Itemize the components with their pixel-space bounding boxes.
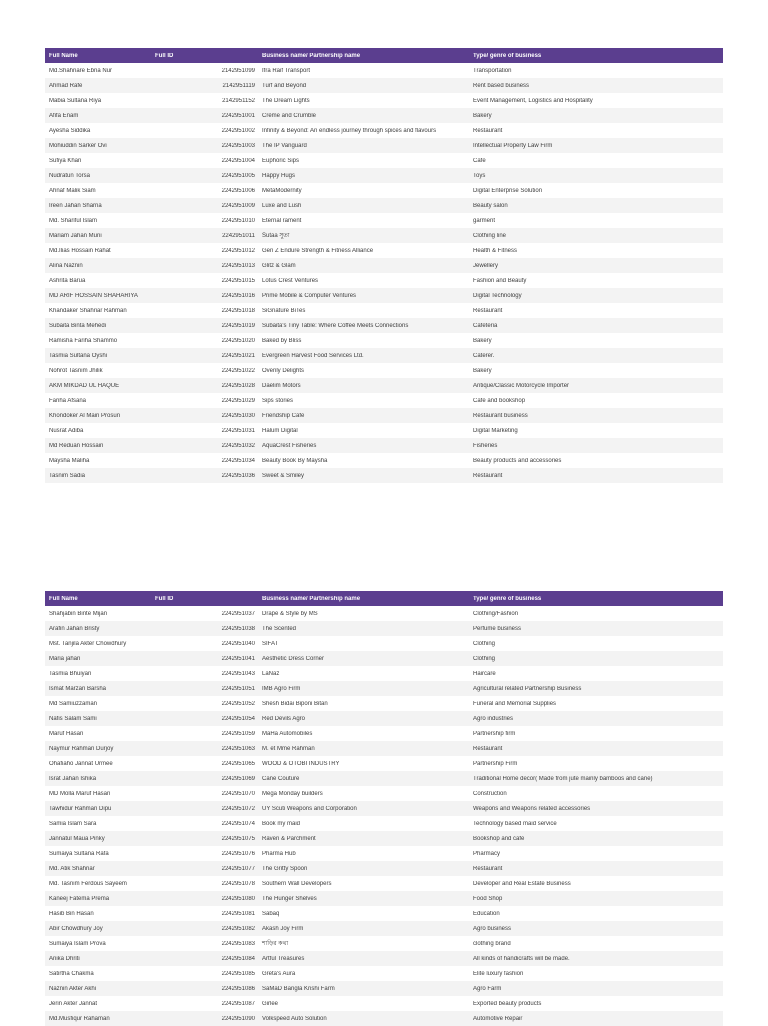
- cell-business-name: Sweet & Smiley: [262, 472, 305, 479]
- cell-full-id: 2242951020: [221, 337, 255, 344]
- cell-business-name: Lotus Crest Ventures: [262, 277, 319, 284]
- cell-full-name: Hasib Bin Hasan: [49, 910, 94, 917]
- cell-full-id: 2242951001: [221, 112, 255, 119]
- cell-business-name: Sips stories: [262, 397, 294, 404]
- cell-full-id: 2142951119: [222, 82, 255, 89]
- cell-full-name: Nusrat Adiba: [49, 427, 84, 434]
- table-header: [45, 591, 723, 606]
- cell-full-name: Ramisha Fariha Shammo: [49, 337, 118, 344]
- table-row: [45, 756, 723, 771]
- cell-business-type: Clothing: [473, 655, 496, 662]
- table-row: [45, 468, 723, 483]
- cell-full-name: Sufiya Khan: [49, 157, 82, 164]
- cell-full-name: Khondoker Al Main Prosun: [49, 412, 121, 419]
- cell-full-name: Mst. Tanjila Akter Chowdhury: [49, 640, 127, 647]
- cell-full-id: 2242951041: [221, 655, 255, 662]
- cell-business-type: Event Management, Logistics and Hospitality: [473, 97, 593, 104]
- cell-business-name: Cane Couture: [262, 775, 300, 782]
- cell-business-type: Caterer.: [473, 352, 495, 359]
- cell-business-name: The IP Vanguard: [262, 142, 307, 149]
- cell-business-name: Eternal rament: [262, 217, 302, 224]
- cell-business-name: AquaCrest Fisheries: [262, 442, 317, 449]
- table-row: [45, 696, 723, 711]
- table-body: [45, 63, 723, 483]
- table-row: [45, 378, 723, 393]
- cell-business-type: Health & Fitness: [473, 247, 518, 254]
- cell-business-type: Funeral and Memorial Supplies: [473, 700, 557, 707]
- table-row: [45, 711, 723, 726]
- cell-business-type: Beauty salon: [473, 202, 508, 209]
- cell-business-name: Luxe and Lush: [262, 202, 302, 209]
- cell-full-id: 2242951032: [221, 442, 255, 449]
- cell-business-type: Food Shop: [473, 895, 503, 902]
- cell-full-id: 2242951038: [221, 625, 255, 632]
- cell-business-type: Jewellery: [473, 262, 499, 269]
- cell-business-type: Restaurant: [473, 472, 503, 479]
- cell-business-name: Pharma Hub: [262, 850, 296, 857]
- cell-full-id: 2242951002: [221, 127, 255, 134]
- cell-full-name: Md. Shariful Islam: [49, 217, 98, 224]
- table-row: [45, 606, 723, 621]
- cell-business-type: Agro industries: [473, 715, 514, 722]
- cell-full-id: 2242951010: [221, 217, 255, 224]
- cell-full-name: Maysha Maliha: [49, 457, 90, 464]
- cell-business-name: Greta's Aura: [262, 970, 296, 977]
- cell-full-name: Md. Atik Shahriar: [49, 865, 95, 872]
- cell-full-name: Ahmad Rafe: [49, 82, 83, 89]
- cell-business-type: Clothing: [473, 640, 496, 647]
- cell-business-name: Book my maid: [262, 820, 301, 827]
- cell-full-name: Jerin Akter Jannat: [49, 1000, 98, 1007]
- table-row: [45, 771, 723, 786]
- cell-full-id: 2242951019: [221, 322, 255, 329]
- cell-business-type: Bakery: [473, 367, 492, 374]
- cell-full-id: 2242951065: [221, 760, 255, 767]
- table-row: [45, 348, 723, 363]
- cell-full-name: Shahjabin Binte Mijan: [49, 610, 108, 617]
- cell-full-id: 2242951080: [221, 895, 255, 902]
- cell-full-id: 2242951029: [221, 397, 255, 404]
- cell-full-id: 2242951069: [221, 775, 255, 782]
- cell-business-type: clothing brand: [473, 940, 511, 947]
- cell-business-type: All kinds of handicrafts will be made.: [473, 955, 570, 962]
- cell-full-id: 2242951051: [221, 685, 255, 692]
- cell-business-type: Traditional Home decor( Made from jute mainly bamboos and cane): [473, 775, 653, 782]
- cell-full-id: 2242951059: [221, 730, 255, 737]
- cell-business-type: Cafeteria: [473, 322, 498, 329]
- cell-full-id: 2242951063: [221, 745, 255, 752]
- cell-business-name: Sutaa সুতা: [262, 233, 290, 239]
- header-full-id: Full ID: [155, 52, 174, 59]
- cell-business-name: Glitz & Glam: [262, 262, 296, 269]
- cell-full-name: Mohiuddin Sarker Ovi: [49, 142, 107, 149]
- cell-full-id: 2242951012: [221, 247, 255, 254]
- cell-full-id: 2242951005: [221, 172, 255, 179]
- cell-full-name: Khandaker Shahriar Rahman: [49, 307, 127, 314]
- table-row: [45, 138, 723, 153]
- cell-full-name: Maruf Hasan: [49, 730, 84, 737]
- cell-business-name: M. et Mme Rahman: [262, 745, 315, 752]
- table-row: [45, 891, 723, 906]
- cell-full-name: Ismat Marzan Barsha: [49, 685, 107, 692]
- cell-full-name: Ireen Jahan Sharna: [49, 202, 102, 209]
- cell-business-type: Intellectual Property Law Firm: [473, 142, 553, 149]
- cell-business-name: MetaModernity: [262, 187, 302, 194]
- cell-full-name: MD ARIF HOSSAIN SHAHARIYA: [49, 292, 138, 299]
- table-row: [45, 876, 723, 891]
- cell-business-name: The Gritty Spoon: [262, 865, 308, 872]
- cell-business-name: Infinity & Beyond: An endless journey through spices and flavours: [262, 127, 437, 134]
- cell-business-name: শাড়ির কথা: [262, 941, 289, 947]
- cell-full-id: 2242951077: [221, 865, 255, 872]
- table-row: [45, 951, 723, 966]
- cell-full-id: 2242951074: [221, 820, 255, 827]
- table-row: [45, 123, 723, 138]
- cell-business-type: Perfume business: [473, 625, 522, 632]
- cell-business-name: Daelim Motors: [262, 382, 301, 389]
- cell-business-name: Euphoric Sips: [262, 157, 300, 164]
- cell-full-name: Md Samiuzzaman: [49, 700, 98, 707]
- cell-full-name: Nafis Salam Sami: [49, 715, 97, 722]
- cell-business-name: Ifra Raif Transport: [262, 67, 311, 74]
- table-row: [45, 621, 723, 636]
- cell-full-id: 2242951043: [221, 670, 255, 677]
- cell-business-type: Digital Technology: [473, 292, 522, 299]
- cell-full-name: Anika Dhriti: [49, 955, 80, 962]
- cell-full-name: MD Molla Maruf Hasan: [49, 790, 111, 797]
- cell-full-id: 2242951085: [221, 970, 255, 977]
- cell-full-name: Md.Ilias Hossain Rahat: [49, 247, 111, 254]
- cell-business-type: Exported beauty products: [473, 1000, 542, 1007]
- table-row: [45, 318, 723, 333]
- cell-full-id: 2242951021: [221, 352, 255, 359]
- header-full-name: Full Name: [49, 52, 78, 59]
- cell-full-id: 2242951083: [221, 940, 255, 947]
- cell-full-id: 2242951082: [221, 925, 255, 932]
- cell-business-name: The Hunger Shelves: [262, 895, 317, 902]
- cell-full-id: 2242951087: [221, 1000, 255, 1007]
- cell-business-name: Girlee: [262, 1000, 279, 1007]
- cell-business-name: Shesh Bidai Biponi Bitan: [262, 700, 328, 707]
- cell-business-name: Mega Monday builders: [262, 790, 323, 797]
- cell-full-name: Alina Naznin: [49, 262, 83, 269]
- cell-business-type: Cafe: [473, 157, 486, 164]
- cell-full-name: Fariha Afsana: [49, 397, 87, 404]
- cell-full-name: Tawhidur Rahman Dipu: [49, 805, 112, 812]
- cell-business-name: SiGnature BiTes: [262, 307, 306, 314]
- header-business-type: Type/ genre of business: [473, 595, 542, 602]
- cell-full-id: 2242951030: [221, 412, 255, 419]
- cell-full-id: 2242951086: [221, 985, 255, 992]
- table-row: [45, 966, 723, 981]
- cell-business-type: Partnership firm: [473, 730, 516, 737]
- cell-business-name: LaNaz: [262, 670, 280, 677]
- cell-business-type: Partnership Firm: [473, 760, 518, 767]
- cell-full-id: 2242951075: [221, 835, 255, 842]
- table-row: [45, 303, 723, 318]
- cell-business-type: Rent based business: [473, 82, 530, 89]
- table-row: [45, 63, 723, 78]
- table-row: [45, 213, 723, 228]
- cell-full-name: Mariam Jahan Muni: [49, 232, 102, 239]
- cell-full-id: 2242951028: [221, 382, 255, 389]
- cell-business-type: Bakery: [473, 337, 492, 344]
- cell-full-name: Naymur Rahman Durjoy: [49, 745, 114, 752]
- table-row: [45, 651, 723, 666]
- cell-full-id: 2242951018: [221, 307, 255, 314]
- cell-business-name: IMB Agro Firm: [262, 685, 301, 692]
- cell-business-name: Subaita's Tiny Table: Where Coffee Meets Connections: [262, 322, 409, 329]
- cell-full-id: 2242951084: [221, 955, 255, 962]
- table-row: [45, 78, 723, 93]
- cell-full-id: 2242951013: [221, 262, 255, 269]
- cell-business-name: Turf and Beyond: [262, 82, 307, 89]
- cell-full-name: Satirtha Chakma: [49, 970, 94, 977]
- table-row: [45, 741, 723, 756]
- cell-full-name: Arafin Jahan Bristy: [49, 625, 100, 632]
- cell-full-id: 2242951031: [221, 427, 255, 434]
- cell-business-name: MaHa Automobiles: [262, 730, 313, 737]
- cell-business-type: garment: [473, 217, 496, 224]
- cell-business-name: Sabaq: [262, 910, 280, 917]
- cell-business-type: Cafe and bookshop: [473, 397, 526, 404]
- table-row: [45, 333, 723, 348]
- cell-business-name: UY Scuti Weapons and Corporation: [262, 805, 357, 812]
- cell-business-name: WOOD & OTOBI INDUSTRY: [262, 760, 340, 767]
- cell-full-id: 2242951081: [221, 910, 255, 917]
- cell-full-name: Afifa Enam: [49, 112, 79, 119]
- table-row: [45, 408, 723, 423]
- cell-full-name: Md Reduan Hossain: [49, 442, 104, 449]
- cell-full-name: Tasnim Sadia: [49, 472, 86, 479]
- cell-business-name: The Dream Lights: [262, 97, 310, 104]
- cell-full-name: Sumaiya Islam Prova: [49, 940, 106, 947]
- business-table-2: [45, 591, 723, 1026]
- cell-full-id: 2242951090: [221, 1015, 255, 1022]
- cell-business-name: Friendship Cafe: [262, 412, 305, 419]
- cell-business-type: Digital Enterprise Solution: [473, 187, 543, 194]
- table-row: [45, 288, 723, 303]
- cell-full-name: Kaneej Fatema Prema: [49, 895, 110, 902]
- table-row: [45, 198, 723, 213]
- cell-business-type: Agro business: [473, 925, 512, 932]
- table-row: [45, 816, 723, 831]
- cell-full-id: 2242951003: [221, 142, 255, 149]
- cell-business-name: Volkspeed Auto Solution: [262, 1015, 327, 1022]
- business-table-1: [45, 48, 723, 483]
- cell-full-name: Samia Islam Sara: [49, 820, 97, 827]
- table-row: [45, 801, 723, 816]
- table-row: [45, 423, 723, 438]
- cell-full-name: Md. Tasnim Ferdous Sayeem: [49, 880, 127, 887]
- table-row: [45, 726, 723, 741]
- table-row: [45, 168, 723, 183]
- table-row: [45, 861, 723, 876]
- cell-full-name: Nohrot Tasnim Jhilik: [49, 367, 103, 374]
- cell-business-name: Evergreen Harvest Food Services Ltd.: [262, 352, 364, 359]
- cell-business-type: Clothing/Fashion: [473, 610, 519, 617]
- table-row: [45, 786, 723, 801]
- cell-business-type: Beauty products and accessories: [473, 457, 562, 464]
- cell-full-name: Israt Jahan Ishika: [49, 775, 97, 782]
- cell-business-name: Beauty Book By Maysha: [262, 457, 328, 464]
- table-row: [45, 846, 723, 861]
- cell-business-name: Prime Mobile & Computer Ventures: [262, 292, 357, 299]
- cell-full-name: Subaita Binta Mehedi: [49, 322, 107, 329]
- cell-business-type: Agricultural related Partnership Business: [473, 685, 582, 692]
- cell-full-name: Md.Shahriare Ebna Nur: [49, 67, 113, 74]
- table-row: [45, 906, 723, 921]
- table-row: [45, 258, 723, 273]
- cell-business-type: Developer and Real Estate Business: [473, 880, 571, 887]
- table-row: [45, 981, 723, 996]
- cell-full-name: Ohafiaho Jannat Urmee: [49, 760, 113, 767]
- header-full-name: Full Name: [49, 595, 78, 602]
- cell-full-name: Sumaiya Sultana Rafa: [49, 850, 109, 857]
- cell-full-id: 2142951099: [221, 67, 255, 74]
- header-business-name: Business name/ Partnership name: [262, 595, 361, 602]
- cell-business-type: Restaurant: [473, 745, 503, 752]
- table-row: [45, 363, 723, 378]
- cell-full-id: 2242951052: [221, 700, 255, 707]
- cell-business-name: Baked by Bliss: [262, 337, 302, 344]
- cell-full-id: 2242951015: [221, 277, 255, 284]
- cell-business-type: Digital Marketing: [473, 427, 518, 434]
- cell-full-id: 2242951070: [221, 790, 255, 797]
- table-row: [45, 921, 723, 936]
- cell-full-id: 2142951152: [222, 97, 255, 104]
- cell-business-type: Restaurant: [473, 865, 503, 872]
- cell-business-type: Construction: [473, 790, 507, 797]
- cell-full-name: Tasmia Sultana Oyshi: [49, 352, 108, 359]
- cell-business-type: Transportation: [473, 67, 512, 74]
- cell-full-id: 2242951016: [221, 292, 255, 299]
- cell-business-name: Gen Z Endure Strength & Fitness Alliance: [262, 247, 374, 254]
- cell-full-id: 2242951011: [222, 232, 255, 239]
- table-row: [45, 996, 723, 1011]
- cell-business-name: Artful Treasures: [262, 955, 305, 962]
- cell-business-name: Southern Wall Developers: [262, 880, 332, 887]
- cell-business-type: Fashion and Beauty: [473, 277, 527, 284]
- cell-full-id: 2242951004: [221, 157, 255, 164]
- cell-business-name: Ovenly Delights: [262, 367, 305, 374]
- table-row: [45, 243, 723, 258]
- cell-full-id: 2242951040: [221, 640, 255, 647]
- cell-full-id: 2242951054: [221, 715, 255, 722]
- cell-business-name: The Scented: [262, 625, 297, 632]
- table-header: [45, 48, 723, 63]
- cell-full-id: 2242951072: [221, 805, 255, 812]
- cell-business-name: Red Devils Agro: [262, 715, 306, 722]
- cell-business-name: Drape & Style by MS: [262, 610, 318, 617]
- cell-full-name: Tasmia Bhuiyan: [49, 670, 92, 677]
- cell-business-type: Haircare: [473, 670, 496, 677]
- cell-business-type: Weapons and Weapons related accessories: [473, 805, 591, 812]
- cell-full-name: Ahnaf Malik Siam: [49, 187, 96, 194]
- cell-full-id: 2242951006: [221, 187, 255, 194]
- table-row: [45, 636, 723, 651]
- header-business-name: Business name/ Partnership name: [262, 52, 361, 59]
- table-row: [45, 228, 723, 243]
- cell-business-name: SaMaD Bangla Krishi Farm: [262, 985, 335, 992]
- cell-business-type: Education: [473, 910, 500, 917]
- cell-business-type: Clothing line: [473, 232, 507, 239]
- cell-business-type: Automotive Repair: [473, 1015, 523, 1022]
- cell-business-name: Aesthetic Dress Corner: [262, 655, 325, 662]
- cell-business-name: Happy Hugs: [262, 172, 296, 179]
- table-row: [45, 108, 723, 123]
- cell-full-name: AKM MIKDAD UL HAQUE: [49, 382, 120, 389]
- table-row: [45, 93, 723, 108]
- cell-full-id: 2242951036: [221, 472, 255, 479]
- table-row: [45, 831, 723, 846]
- table-row: [45, 666, 723, 681]
- cell-full-id: 2242951037: [221, 610, 255, 617]
- cell-business-type: Restaurant: [473, 127, 503, 134]
- cell-business-type: Pharmacy: [473, 850, 501, 857]
- header-full-id: Full ID: [155, 595, 174, 602]
- cell-business-type: Agro Farm: [473, 985, 502, 992]
- cell-business-name: Halum Digital: [262, 427, 298, 434]
- cell-business-type: Technology based maid service: [473, 820, 557, 827]
- cell-business-type: Elite luxury fashion: [473, 970, 524, 977]
- cell-business-type: Restaurant business: [473, 412, 528, 419]
- cell-full-name: Md.Musfiqur Rahaman: [49, 1015, 110, 1022]
- cell-full-name: Abir Chowdhury Joy: [49, 925, 103, 932]
- cell-business-type: Antique/Classic Motorcycle Importer: [473, 382, 570, 389]
- cell-full-name: Ayesha Siddika: [49, 127, 91, 134]
- table-row: [45, 183, 723, 198]
- header-business-type: Type/ genre of business: [473, 52, 542, 59]
- cell-business-name: SIFAT: [262, 640, 279, 647]
- cell-full-id: 2242951078: [221, 880, 255, 887]
- table-row: [45, 453, 723, 468]
- table-row: [45, 681, 723, 696]
- cell-full-name: Mabia Sultana Riya: [49, 97, 102, 104]
- table-row: [45, 273, 723, 288]
- cell-business-name: Akash Joy Firm: [262, 925, 304, 932]
- cell-full-name: Maria jahan: [49, 655, 81, 662]
- cell-full-name: Nudratun Torsa: [49, 172, 90, 179]
- cell-business-type: Fisheries: [473, 442, 498, 449]
- cell-business-type: Bookshop and cafe: [473, 835, 525, 842]
- cell-full-id: 2242951034: [221, 457, 255, 464]
- cell-business-type: Restaurant: [473, 307, 503, 314]
- cell-full-name: Naznin Akter Akhi: [49, 985, 97, 992]
- cell-business-type: Toys: [473, 172, 486, 179]
- table-row: [45, 438, 723, 453]
- cell-business-name: Raven & Parchment: [262, 835, 316, 842]
- cell-full-name: Jannatul Maua Pinky: [49, 835, 105, 842]
- cell-full-id: 2242951076: [221, 850, 255, 857]
- table-row: [45, 936, 723, 951]
- cell-business-name: Crème and Crumble: [262, 112, 317, 119]
- table-body: [45, 606, 723, 1026]
- table-row: [45, 153, 723, 168]
- cell-business-type: Bakery: [473, 112, 492, 119]
- table-row: [45, 393, 723, 408]
- cell-full-name: Ashrita Barua: [49, 277, 86, 284]
- cell-full-id: 2242951022: [221, 367, 255, 374]
- cell-full-id: 2242951009: [221, 202, 255, 209]
